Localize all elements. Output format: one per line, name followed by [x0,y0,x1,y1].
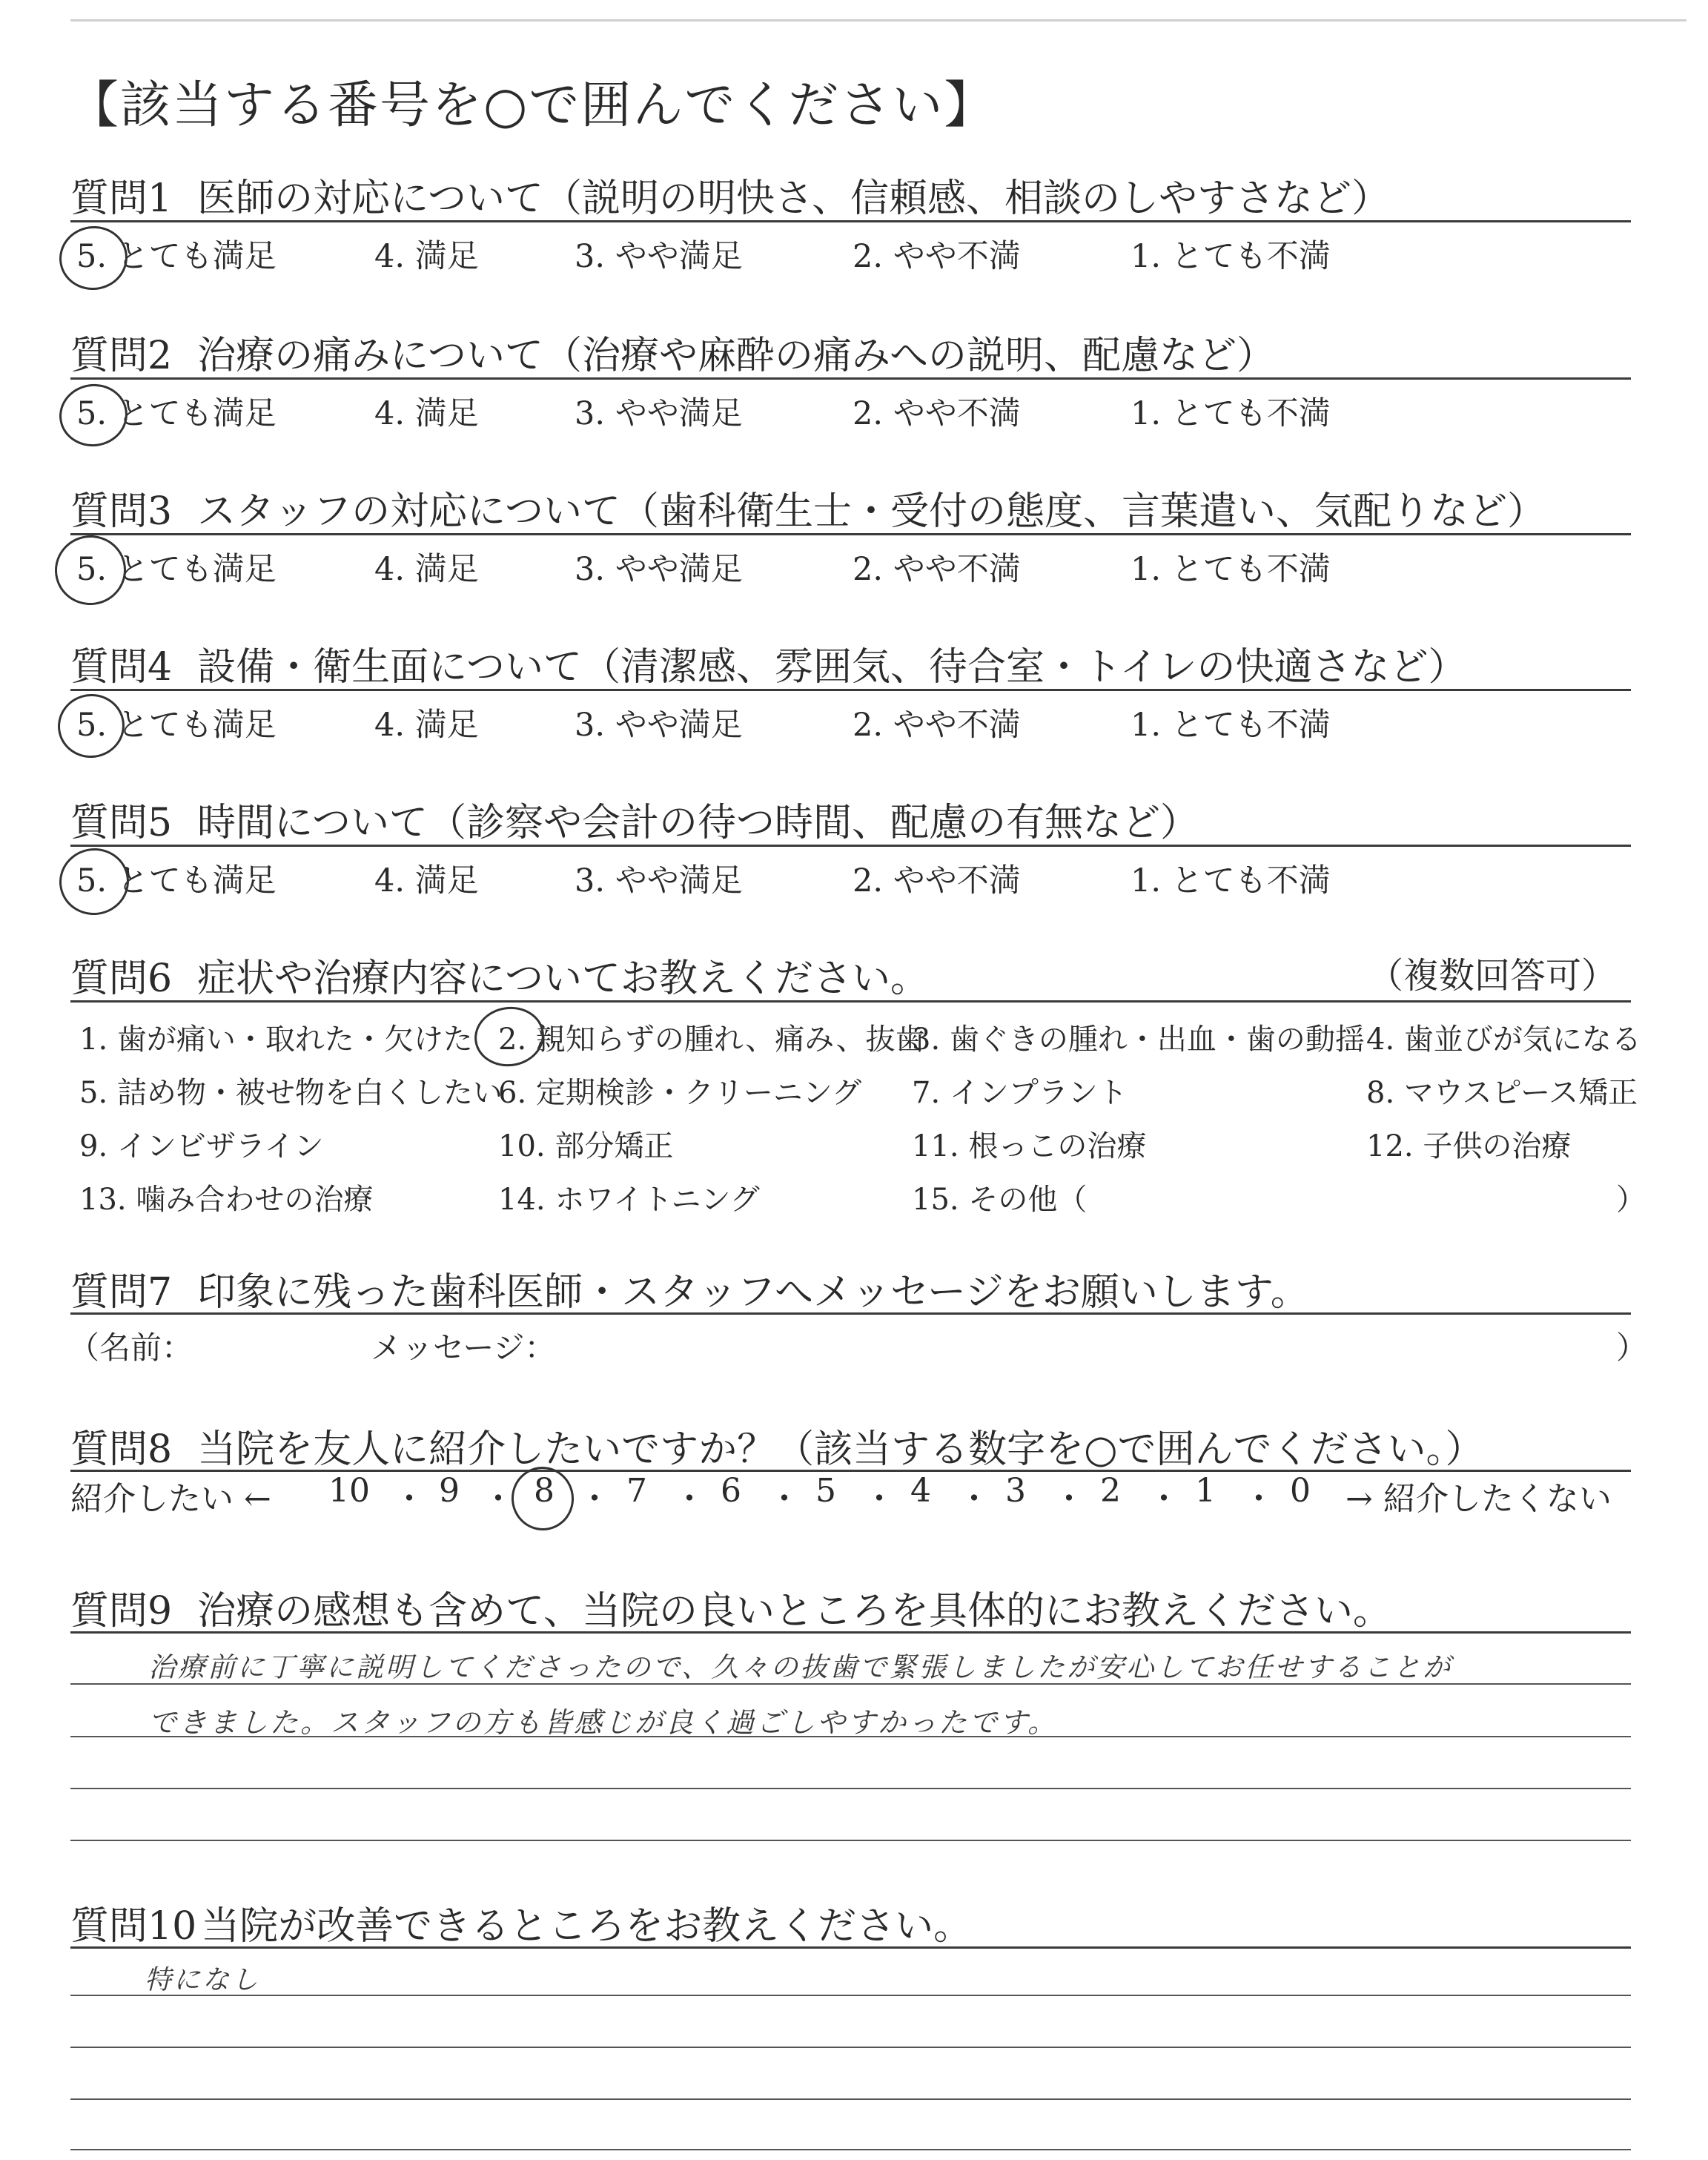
q9-writing-line-4 [70,1840,1631,1841]
q8-dot-9: ・ [1148,1480,1180,1518]
q6-option-5[interactable]: 5. 詰め物・被せ物を白くしたい [79,1076,503,1110]
q1-option-3[interactable]: 3. やや満足 [575,238,743,275]
multiple-answers-note: （複数回答可） [1368,955,1618,997]
question-6-text: 症状や治療内容についてお教えください。 [197,957,930,1001]
q4-option-1[interactable]: 1. とても不満 [1131,707,1331,744]
q10-answer-line-1: 特になし [145,1965,261,1995]
q10-writing-line-2 [70,2047,1631,2048]
question-10-rule [70,1946,1631,1949]
q8-score-0[interactable]: 0 [1290,1472,1311,1510]
q8-score-2[interactable]: 2 [1100,1472,1121,1510]
q6-option-2[interactable]: 2. 親知らずの腫れ、痛み、抜歯 [498,1023,925,1057]
question-9-rule [70,1631,1631,1634]
q8-dot-2: ・ [482,1480,514,1518]
q8-score-10[interactable]: 10 [328,1472,370,1510]
q6-option-9[interactable]: 9. インビザライン [79,1129,324,1163]
q2-option-2[interactable]: 2. やや不満 [853,395,1021,432]
q6-option-12[interactable]: 12. 子供の治療 [1366,1129,1572,1163]
q5-option-2[interactable]: 2. やや不満 [853,862,1021,899]
question-7-text: 印象に残った歯科医師・スタッフへメッセージをお願いします。 [197,1270,1309,1315]
q3-option-3[interactable]: 3. やや満足 [575,551,743,588]
q8-score-3[interactable]: 3 [1005,1472,1026,1510]
question-4-rule [70,689,1631,691]
question-4-text: 設備・衛生面について（清潔感、雰囲気、待合室・トイレの快適さなど） [197,645,1467,690]
q10-writing-line-4 [70,2149,1631,2150]
q6-option-15[interactable]: 15. その他（ [912,1183,1088,1217]
q8-dot-7: ・ [958,1480,990,1518]
q2-option-3[interactable]: 3. やや満足 [575,395,743,432]
question-6-heading [70,947,929,1003]
q6-option-4[interactable]: 4. 歯並びが気になる [1366,1023,1641,1057]
question-3-rule [70,533,1631,535]
q1-option-5[interactable]: 5. とても満足 [76,238,277,275]
q9-writing-line-3 [70,1788,1631,1789]
question-9-text: 治療の感想も含めて、当院の良いところを具体的にお教えください。 [197,1589,1392,1634]
q4-option-4[interactable]: 4. 満足 [374,707,479,744]
q8-right-label: → 紹介したくない [1345,1480,1612,1518]
q3-option-1[interactable]: 1. とても不満 [1131,551,1331,588]
question-1-heading [70,167,1390,222]
q8-selected-circle [507,1463,577,1535]
q4-option-2[interactable]: 2. やや不満 [853,707,1021,744]
q6-other-close-paren: ） [1616,1183,1646,1217]
q5-option-1[interactable]: 1. とても不満 [1131,862,1331,899]
q3-option-4[interactable]: 4. 満足 [374,551,479,588]
page-title: 【該当する番号を○で囲んでください】 [68,76,996,135]
q8-score-6[interactable]: 6 [721,1472,741,1510]
q1-option-2[interactable]: 2. やや不満 [853,238,1021,275]
q2-option-1[interactable]: 1. とても不満 [1131,395,1331,432]
q6-option-11[interactable]: 11. 根っこの治療 [912,1129,1147,1163]
question-1-rule [70,220,1631,222]
q7-close-paren: ） [1616,1330,1648,1366]
q6-option-8[interactable]: 8. マウスピース矯正 [1366,1076,1638,1110]
question-6-number: 質問6 [70,957,173,1001]
q4-option-5[interactable]: 5. とても満足 [76,707,277,744]
q1-option-1[interactable]: 1. とても不満 [1131,238,1331,275]
q3-option-2[interactable]: 2. やや不満 [853,551,1021,588]
question-8-heading [70,1418,1483,1473]
q5-option-5[interactable]: 5. とても満足 [76,862,277,899]
q5-option-4[interactable]: 4. 満足 [374,862,479,899]
q6-option-14[interactable]: 14. ホワイトニング [498,1183,760,1217]
q6-option-7[interactable]: 7. インプラント [912,1076,1128,1110]
q8-dot-8: ・ [1053,1480,1085,1518]
question-8-text: 当院を友人に紹介したいですか？（該当する数字を○で囲んでください。） [197,1427,1484,1472]
question-4-heading [70,635,1466,691]
question-10-number: 質問10 [70,1904,197,1949]
question-6-rule [70,1000,1631,1003]
question-9-heading [70,1579,1391,1635]
q5-option-3[interactable]: 3. やや満足 [575,862,743,899]
question-5-number: 質問5 [70,801,173,845]
question-2-rule [70,377,1631,380]
question-7-heading [70,1261,1309,1316]
q8-dot-3: ・ [578,1480,611,1518]
question-7-rule [70,1312,1631,1315]
q8-score-5[interactable]: 5 [815,1472,836,1510]
q8-score-8[interactable]: 8 [534,1472,555,1510]
q8-score-1[interactable]: 1 [1195,1472,1216,1510]
question-4-number: 質問4 [70,645,173,690]
q9-answer-line-1: 治療前に丁寧に説明してくださったので、久々の抜歯で緊張しましたが安心してお任せすることが [148,1651,1453,1683]
q8-dot-5: ・ [768,1480,801,1518]
question-1-text: 医師の対応について（説明の明快さ、信頼感、相談のしやすさなど） [197,176,1390,221]
q9-writing-line-2 [70,1736,1631,1737]
q4-option-3[interactable]: 3. やや満足 [575,707,743,744]
q7-message-label: メッセージ： [371,1330,556,1366]
q2-option-4[interactable]: 4. 満足 [374,395,479,432]
q6-option-13[interactable]: 13. 噛み合わせの治療 [79,1183,374,1217]
q6-selected-circle [471,1003,548,1071]
q3-selected-circle [50,531,130,610]
q8-dot-10: ・ [1242,1480,1275,1518]
q7-name-label: （名前： [68,1330,193,1366]
question-10-text: 当院が改善できるところをお教えください。 [201,1904,973,1949]
q6-option-6[interactable]: 6. 定期検診・クリーニング [498,1076,862,1110]
q8-score-7[interactable]: 7 [626,1472,647,1510]
top-border [70,19,1687,22]
question-8-number: 質問8 [70,1427,173,1472]
question-2-heading [70,324,1275,380]
q6-option-10[interactable]: 10. 部分矯正 [498,1129,674,1163]
question-5-text: 時間について（診察や会計の待つ時間、配慮の有無など） [197,801,1199,845]
question-1-number: 質問1 [70,176,173,221]
q6-option-1[interactable]: 1. 歯が痛い・取れた・欠けた [79,1023,473,1057]
q10-writing-line-1 [70,1995,1631,1996]
question-5-rule [70,845,1631,847]
question-2-text: 治療の痛みについて（治療や麻酔の痛みへの説明、配慮など） [197,334,1276,378]
q9-writing-line-1 [70,1683,1631,1685]
q8-dot-4: ・ [673,1480,706,1518]
question-9-number: 質問9 [70,1589,173,1634]
question-2-number: 質問2 [70,334,173,378]
q8-dot-6: ・ [863,1480,896,1518]
q8-dot-1: ・ [393,1480,426,1518]
q9-answer-line-2: できました。スタッフの方も皆感じが良く過ごしやすかったです。 [148,1706,1058,1739]
question-7-number: 質問7 [70,1270,173,1315]
question-3-number: 質問3 [70,489,173,534]
question-5-heading [70,791,1199,847]
q3-option-5[interactable]: 5. とても満足 [76,551,277,588]
question-3-text: スタッフの対応について（歯科衛生士・受付の態度、言葉遣い、気配りなど） [197,489,1546,534]
question-3-heading [70,480,1546,535]
q8-left-label: 紹介したい ← [70,1480,271,1518]
q10-writing-line-3 [70,2098,1631,2100]
question-10-heading [70,1895,972,1950]
q8-score-4[interactable]: 4 [910,1472,931,1510]
q2-option-5[interactable]: 5. とても満足 [76,395,277,432]
q6-option-3[interactable]: 3. 歯ぐきの腫れ・出血・歯の動揺 [912,1023,1365,1057]
q1-option-4[interactable]: 4. 満足 [374,238,479,275]
q8-score-9[interactable]: 9 [439,1472,460,1510]
